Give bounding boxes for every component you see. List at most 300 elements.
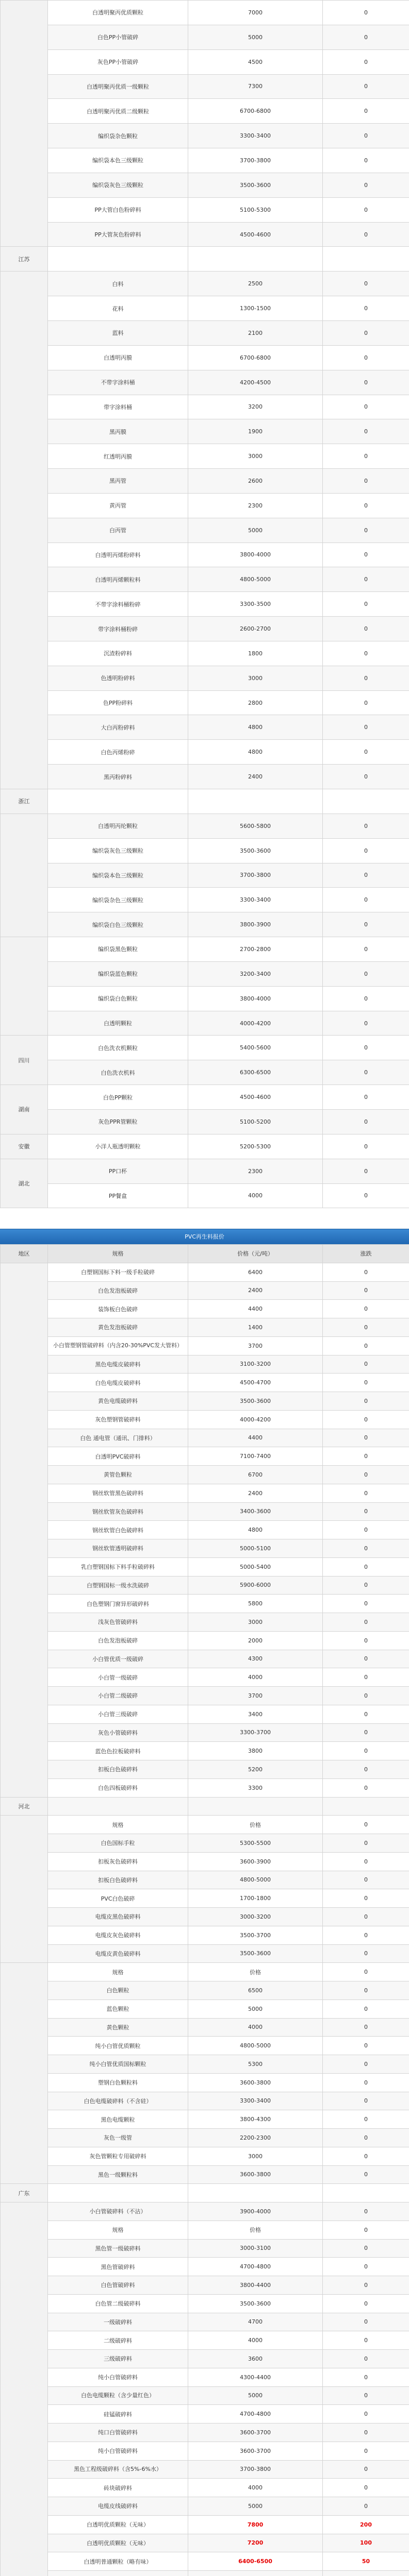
change-cell — [323, 2294, 409, 2313]
region-cell — [1, 937, 48, 1036]
spec-cell — [48, 1318, 188, 1337]
change-cell — [323, 296, 409, 321]
spec-cell-text: 白色国标手粒 — [101, 1840, 135, 1847]
spec-cell-text: 白透明丙纶颗粒 — [98, 823, 138, 830]
price-cell — [188, 2202, 323, 2221]
change-cell-text: 0 — [364, 1618, 368, 1625]
spec-cell — [48, 567, 188, 592]
change-cell — [323, 1036, 409, 1060]
spec-cell — [48, 1159, 188, 1183]
change-cell-text: 0 — [364, 280, 368, 287]
spec-cell-text: 钢丝软管黑色破碎料 — [92, 1490, 143, 1497]
spec-cell-text: 沉渣粉碎料 — [104, 650, 132, 657]
price-cell — [188, 1484, 323, 1502]
price-cell-text: 3000 — [248, 674, 263, 682]
table-row — [1, 2184, 409, 2202]
spec-cell — [48, 814, 188, 838]
price-cell-text: 4800 — [248, 724, 263, 731]
change-cell-text: 0 — [364, 2281, 368, 2289]
change-cell — [323, 567, 409, 592]
change-cell-text: 0 — [364, 724, 368, 731]
table-row — [1, 74, 409, 99]
spec-cell — [48, 1085, 188, 1110]
price-cell-text: 3600-3800 — [240, 2171, 271, 2178]
table-row — [1, 222, 409, 247]
price-cell-text: 3500-3600 — [240, 2300, 271, 2307]
change-cell — [323, 2552, 409, 2571]
price-cell-text: 5100-5300 — [240, 206, 271, 213]
change-cell — [323, 1521, 409, 1539]
spec-cell-text: 塑钢白色颗粒料 — [98, 2079, 138, 2087]
change-cell-text: 0 — [364, 354, 368, 361]
spec-cell — [48, 493, 188, 518]
spec-cell — [48, 1429, 188, 1447]
table-row — [1, 1447, 409, 1466]
change-cell — [323, 247, 409, 272]
price-cell — [188, 1539, 323, 1558]
table-row — [1, 2460, 409, 2479]
table-row — [1, 2515, 409, 2534]
change-cell — [323, 1742, 409, 1760]
table-row — [1, 617, 409, 641]
spec-cell-text: 规格 — [112, 1821, 124, 1828]
region-cell: 四川 — [1, 1036, 48, 1085]
price-cell-text: 3500-3700 — [240, 1931, 271, 1939]
change-cell — [323, 1374, 409, 1392]
region-cell — [1, 1816, 48, 1963]
price-cell — [188, 345, 323, 370]
price-cell-text: 4800 — [248, 749, 263, 756]
table-row — [1, 2221, 409, 2239]
spec-cell-text: 编织袋黑色颗粒 — [98, 946, 138, 953]
table-header-row — [1, 1245, 409, 1263]
change-cell — [323, 2479, 409, 2497]
spec-cell — [48, 1, 188, 25]
spec-cell — [48, 1447, 188, 1466]
change-cell — [323, 370, 409, 395]
price-cell-text: 价格 — [250, 1821, 261, 1828]
spec-cell-text: 钢丝软管白色破碎料 — [92, 1527, 143, 1534]
change-cell — [323, 888, 409, 912]
price-cell-text: 3600-3800 — [240, 2079, 271, 2086]
price-cell — [188, 1521, 323, 1539]
change-cell — [323, 986, 409, 1011]
spec-cell — [48, 25, 188, 49]
change-cell-text: 0 — [364, 1545, 368, 1552]
price-cell-text: 4000-4200 — [240, 1020, 271, 1027]
column-header: 规格 — [48, 1245, 188, 1263]
change-cell-text: 0 — [364, 428, 368, 435]
spec-cell — [48, 395, 188, 419]
table-row — [1, 888, 409, 912]
change-cell-text: 0 — [364, 1434, 368, 1442]
spec-cell-text: 白透明颗粒 — [104, 1020, 132, 1027]
spec-cell — [48, 2350, 188, 2368]
spec-cell — [48, 370, 188, 395]
table-row — [1, 641, 409, 666]
price-cell-text: 7200 — [247, 2539, 264, 2547]
price-cell — [188, 1631, 323, 1650]
price-cell — [188, 1300, 323, 1318]
spec-cell — [48, 1631, 188, 1650]
spec-cell — [48, 296, 188, 321]
spec-cell — [48, 2202, 188, 2221]
price-cell — [188, 2368, 323, 2386]
price-cell-text: 6500 — [248, 1987, 263, 1994]
change-cell-text: 0 — [364, 1306, 368, 1313]
spec-cell — [48, 2147, 188, 2165]
table-row — [1, 1484, 409, 1502]
table-row — [1, 912, 409, 937]
table-row — [1, 2571, 409, 2576]
table-row — [1, 1668, 409, 1687]
price-cell — [188, 296, 323, 321]
price-cell — [188, 1318, 323, 1337]
table-row — [1, 666, 409, 690]
spec-cell — [48, 2405, 188, 2424]
spec-cell-text: 规格 — [112, 2227, 124, 2234]
change-cell — [323, 1650, 409, 1668]
table-row — [1, 296, 409, 321]
price-cell — [188, 863, 323, 888]
price-cell-text: 1800 — [248, 650, 263, 657]
table-row — [1, 592, 409, 617]
table-row — [1, 986, 409, 1011]
change-cell — [323, 1871, 409, 1889]
spec-cell-text: 钢丝软管灰色破碎料 — [92, 1508, 143, 1515]
price-cell — [188, 74, 323, 99]
change-cell-text: 0 — [364, 1600, 368, 1607]
change-cell-text: 0 — [364, 2484, 368, 2492]
change-cell — [323, 1300, 409, 1318]
price-cell — [188, 1183, 323, 1208]
change-cell-text: 0 — [364, 2263, 368, 2270]
change-cell-text: 0 — [364, 1397, 368, 1404]
change-cell — [323, 1355, 409, 1374]
price-cell-text: 6700-6800 — [240, 354, 271, 361]
table-row — [1, 2386, 409, 2405]
spec-cell — [48, 197, 188, 222]
change-cell — [323, 2368, 409, 2386]
spec-cell — [48, 2424, 188, 2442]
change-cell-text: 0 — [364, 2171, 368, 2178]
price-cell — [188, 1742, 323, 1760]
price-cell — [188, 518, 323, 543]
change-cell — [323, 838, 409, 863]
table-row — [1, 469, 409, 494]
spec-cell-text: 扣板灰色破碎料 — [98, 1858, 138, 1866]
price-cell — [188, 1834, 323, 1853]
change-cell-text: 0 — [364, 896, 368, 904]
price-cell-text: 3700-3800 — [240, 872, 271, 879]
change-cell — [323, 1760, 409, 1779]
change-cell — [323, 345, 409, 370]
spec-cell-text: 灰色小管破碎料 — [98, 1729, 138, 1736]
price-cell-text: 7000 — [248, 9, 263, 16]
change-cell-text: 0 — [364, 1913, 368, 1920]
price-cell — [188, 99, 323, 124]
spec-cell — [48, 937, 188, 962]
spec-cell — [48, 2092, 188, 2110]
change-cell-text: 0 — [364, 872, 368, 879]
price-cell-text: 6700 — [248, 1471, 263, 1478]
change-cell-text: 0 — [364, 945, 368, 953]
change-cell-text: 0 — [364, 1710, 368, 1718]
change-cell — [323, 173, 409, 197]
price-cell — [188, 49, 323, 74]
spec-cell — [48, 1557, 188, 1576]
price-cell-text: 3000 — [248, 2153, 263, 2160]
price-cell — [188, 197, 323, 222]
spec-cell — [48, 863, 188, 888]
spec-cell-text: 黄色电缆破碎料 — [98, 1398, 138, 1405]
change-cell-text: 0 — [364, 1471, 368, 1478]
change-cell — [323, 272, 409, 296]
price-cell-text: 2800 — [248, 699, 263, 706]
price-cell-text: 2600 — [248, 477, 263, 484]
change-cell — [323, 469, 409, 494]
change-cell-text: 0 — [364, 477, 368, 484]
table-row — [1, 1263, 409, 1281]
table-row — [1, 1466, 409, 1484]
spec-cell-text: 纯小白管破碎料 — [98, 2448, 138, 2455]
price-cell-text: 3700-3800 — [240, 157, 271, 164]
change-cell — [323, 715, 409, 740]
spec-cell — [48, 2073, 188, 2092]
spec-cell — [48, 444, 188, 469]
price-cell-text: 7800 — [247, 2521, 264, 2528]
change-cell — [323, 2331, 409, 2350]
spec-cell-text: 小白管破碎料（不沾） — [89, 2208, 146, 2215]
spec-cell-text: 规格 — [112, 1969, 124, 1976]
table-row — [1, 1281, 409, 1300]
price-cell-text: 2400 — [248, 1489, 263, 1497]
change-cell — [323, 641, 409, 666]
change-cell-text: 0 — [364, 83, 368, 90]
price-cell-text: 5400-5600 — [240, 1044, 271, 1052]
spec-cell-text: 白色PP小管破碎 — [97, 34, 139, 41]
price-cell — [188, 1576, 323, 1595]
spec-cell-text: 白透明优质颗粒（无味） — [87, 2521, 149, 2529]
table-row — [1, 1392, 409, 1411]
spec-cell-text: 乳白塑钢国标下料手粒破碎料 — [81, 1564, 155, 1571]
change-cell-text: 0 — [364, 2116, 368, 2123]
table-row — [1, 1889, 409, 1908]
price-cell-text: 4000 — [248, 2337, 263, 2344]
spec-cell-text: 花料 — [112, 305, 124, 312]
spec-cell-text: 三级破碎料 — [104, 2355, 132, 2363]
price-cell-text: 3000-3200 — [240, 1913, 271, 1920]
change-cell — [323, 690, 409, 715]
spec-cell-text: 编织袋本色三级颗粒 — [92, 157, 143, 164]
spec-cell-text: 白色四板破碎料 — [98, 1785, 138, 1792]
change-cell-text: 0 — [364, 2079, 368, 2086]
price-cell — [188, 1263, 323, 1281]
spec-cell-text: 黄色发泡板破碎 — [98, 1324, 138, 1331]
price-cell — [188, 2129, 323, 2147]
price-cell — [188, 2110, 323, 2129]
table-row — [1, 2442, 409, 2460]
spec-cell-text: 白色颗粒 — [106, 1987, 129, 1994]
price-cell — [188, 320, 323, 345]
price-cell-text: 4000 — [248, 1674, 263, 1681]
change-cell — [323, 25, 409, 49]
change-cell-text: 0 — [364, 1324, 368, 1331]
price-cell — [188, 1281, 323, 1300]
change-cell — [323, 912, 409, 937]
spec-cell — [48, 2165, 188, 2184]
price-cell — [188, 1011, 323, 1036]
price-cell-text: 6400-6500 — [238, 2558, 272, 2565]
change-cell-text: 0 — [364, 847, 368, 854]
spec-cell — [48, 518, 188, 543]
spec-cell — [48, 247, 188, 272]
change-cell-text: 0 — [364, 2024, 368, 2031]
spec-cell — [48, 99, 188, 124]
spec-cell — [48, 1410, 188, 1429]
spec-cell — [48, 74, 188, 99]
change-cell — [323, 617, 409, 641]
price-cell — [188, 1392, 323, 1411]
spec-cell — [48, 641, 188, 666]
spec-cell — [48, 2534, 188, 2552]
spec-cell — [48, 1300, 188, 1318]
spec-cell-text: 色透明粉碎料 — [101, 675, 135, 682]
price-cell — [188, 370, 323, 395]
change-cell-text: 0 — [364, 1987, 368, 1994]
price-cell — [188, 1336, 323, 1355]
price-cell — [188, 2442, 323, 2460]
spec-cell-text: 浅灰色管破碎料 — [98, 1619, 138, 1626]
price-cell-text: 3700-3800 — [240, 2466, 271, 2473]
table-row — [1, 1300, 409, 1318]
table-row — [1, 1595, 409, 1613]
change-cell — [323, 49, 409, 74]
table-row — [1, 2055, 409, 2074]
spec-cell-text: 黄色颗粒 — [106, 2024, 129, 2031]
change-cell-text: 0 — [364, 995, 368, 1002]
change-cell-text: 0 — [364, 1143, 368, 1150]
table-row — [1, 1060, 409, 1085]
change-cell-text: 0 — [364, 1876, 368, 1884]
spec-cell — [48, 1060, 188, 1085]
price-cell-text: 4500-4700 — [240, 1379, 271, 1386]
spec-cell — [48, 1374, 188, 1392]
price-cell — [188, 2386, 323, 2405]
change-cell-text: 0 — [364, 2502, 368, 2510]
table-row — [1, 1, 409, 25]
spec-cell-text: 编织袋灰色三级颗粒 — [92, 848, 143, 855]
price-cell-text: 4000 — [248, 2484, 263, 2492]
change-cell — [323, 2055, 409, 2074]
change-cell-text: 100 — [360, 2539, 372, 2547]
price-cell-text: 2500 — [248, 280, 263, 287]
table-row — [1, 1521, 409, 1539]
price-cell — [188, 1134, 323, 1159]
price-cell-text: 4200-4500 — [240, 379, 271, 386]
change-cell — [323, 1, 409, 25]
price-cell — [188, 2350, 323, 2368]
table-row — [1, 2037, 409, 2055]
change-cell — [323, 2497, 409, 2516]
spec-cell-text: 大白丙粉碎料 — [101, 724, 135, 731]
change-cell-text: 0 — [364, 1655, 368, 1663]
table-row — [1, 2110, 409, 2129]
price-cell — [188, 419, 323, 444]
change-cell — [323, 124, 409, 148]
change-cell — [323, 2037, 409, 2055]
spec-cell-text: 白透明聚丙优质二级颗粒 — [87, 108, 149, 115]
price-cell — [188, 1060, 323, 1085]
table-row — [1, 1085, 409, 1110]
price-cell — [188, 1650, 323, 1668]
price-cell-text: 4000-4200 — [240, 1416, 271, 1423]
change-cell-text: 0 — [364, 2411, 368, 2418]
change-cell-text: 0 — [364, 132, 368, 140]
price-cell — [188, 2424, 323, 2442]
price-cell — [188, 1981, 323, 2000]
spec-cell-text: 黑色一级颗粒料 — [98, 2171, 138, 2178]
table-row — [1, 2018, 409, 2037]
table-row — [1, 2073, 409, 2092]
price-cell-text: 2600-2700 — [240, 625, 271, 633]
price-cell — [188, 592, 323, 617]
price-cell-text: 3300-3700 — [240, 1729, 271, 1736]
change-cell-text: 0 — [364, 1379, 368, 1386]
price-cell — [188, 2147, 323, 2165]
price-cell-text: 4500 — [248, 58, 263, 65]
spec-cell — [48, 272, 188, 296]
price-cell — [188, 272, 323, 296]
price-cell — [188, 1705, 323, 1723]
table-row — [1, 2239, 409, 2258]
change-cell — [323, 1631, 409, 1650]
price-cell — [188, 493, 323, 518]
spec-cell-text: 不带字涂料桶 — [101, 379, 135, 386]
change-cell — [323, 2534, 409, 2552]
change-cell — [323, 1834, 409, 1853]
spec-cell-text: 黑色管一级破碎料 — [95, 2245, 141, 2252]
price-cell — [188, 2239, 323, 2258]
change-cell — [323, 2386, 409, 2405]
region-cell: 河北 — [1, 1797, 48, 1816]
spec-cell-text: 编织袋白色三级颗粒 — [92, 921, 143, 928]
price-table-pp — [0, 0, 409, 1208]
spec-cell-text: 黑丙管 — [109, 478, 126, 485]
change-cell-text: 0 — [364, 2097, 368, 2105]
table-row — [1, 1871, 409, 1889]
table-row — [1, 2165, 409, 2184]
spec-cell — [48, 2479, 188, 2497]
spec-cell-text: 一级破碎料 — [104, 2318, 132, 2326]
spec-cell-text: 黑色工程级破碎料（含5%-6%水） — [74, 2465, 162, 2472]
change-cell-text: 0 — [364, 1784, 368, 1791]
spec-cell — [48, 1613, 188, 1632]
price-cell — [188, 1595, 323, 1613]
spec-cell — [48, 49, 188, 74]
price-cell-text: 5600-5800 — [240, 822, 271, 829]
table-row — [1, 173, 409, 197]
change-cell — [323, 2202, 409, 2221]
price-cell-text: 4400 — [248, 1434, 263, 1442]
spec-cell-text: 灰色PPR管颗粒 — [98, 1118, 138, 1126]
spec-cell-text: 黑丙膜 — [109, 428, 126, 435]
table-row — [1, 1557, 409, 1576]
spec-cell-text: 小白管优质一级破碎 — [92, 1655, 143, 1663]
spec-cell-text: 白色电缆破碎料（不含硅） — [84, 2097, 152, 2105]
price-cell — [188, 789, 323, 814]
price-cell-text: 5300-5500 — [240, 1839, 271, 1846]
